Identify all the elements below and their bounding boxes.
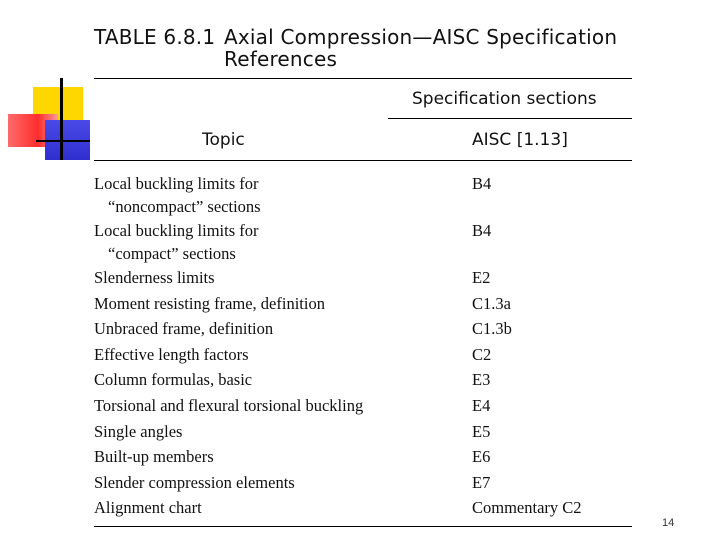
table-row (94, 343, 634, 369)
row-reference: E2 (472, 268, 491, 287)
row-reference: C1.3b (472, 319, 512, 339)
row-topic (94, 172, 464, 218)
top-rule (94, 78, 632, 79)
table-row (94, 496, 634, 522)
table-bottom-rule (94, 526, 632, 527)
topic-header: Topic (202, 130, 245, 150)
table-number: TABLE 6.8.1 (94, 25, 216, 49)
row-reference: E5 (472, 421, 491, 441)
table-row (94, 420, 634, 446)
page-number: 14 (662, 517, 675, 529)
row-reference: C2 (472, 344, 492, 364)
header-bottom-rule (94, 160, 632, 161)
table-row (94, 172, 634, 219)
horizontal-line-decoration (36, 140, 90, 142)
row-reference: E7 (472, 472, 491, 492)
table-row (94, 219, 634, 266)
table-row (94, 394, 634, 420)
spec-sections-header: Specification sections (412, 89, 597, 109)
row-topic-line2: “noncompact” sections (108, 197, 261, 216)
row-topic: Slenderness limits (94, 268, 215, 287)
table-title (94, 26, 617, 70)
table-body (94, 172, 634, 522)
aisc-header: AISC [1.13] (472, 130, 568, 150)
row-reference: C1.3a (472, 293, 511, 313)
row-topic: Effective length factors (94, 344, 249, 364)
row-reference: E3 (472, 370, 491, 390)
row-topic-line1: Local buckling limits for (94, 174, 259, 193)
row-reference: B4 (472, 174, 492, 193)
table-row (94, 317, 634, 343)
table-row (94, 266, 634, 292)
row-topic-line2: “compact” sections (108, 244, 236, 263)
row-topic: Column formulas, basic (94, 370, 253, 390)
row-topic: Moment resisting frame, definition (94, 293, 325, 313)
row-topic: Torsional and flexural torsional buckling (94, 395, 364, 415)
row-reference: B4 (472, 221, 492, 240)
row-reference: E6 (472, 447, 491, 467)
row-topic: Alignment chart (94, 498, 202, 518)
spec-header-rule (388, 118, 632, 119)
row-topic: Built-up members (94, 447, 214, 467)
row-topic: Unbraced frame, definition (94, 319, 274, 339)
row-topic: Single angles (94, 421, 183, 441)
table-row (94, 471, 634, 497)
vertical-line-decoration (60, 78, 63, 160)
table-row (94, 292, 634, 318)
row-topic: Slender compression elements (94, 472, 295, 492)
row-topic-line1: Local buckling limits for (94, 221, 259, 240)
table-row (94, 368, 634, 394)
table-title-line1: Axial Compression—AISC Specification (224, 25, 618, 49)
table-title-line2: References (224, 47, 338, 71)
row-topic (94, 219, 464, 265)
table-row (94, 445, 634, 471)
row-reference: E4 (472, 395, 491, 415)
row-reference: Commentary C2 (472, 498, 582, 518)
